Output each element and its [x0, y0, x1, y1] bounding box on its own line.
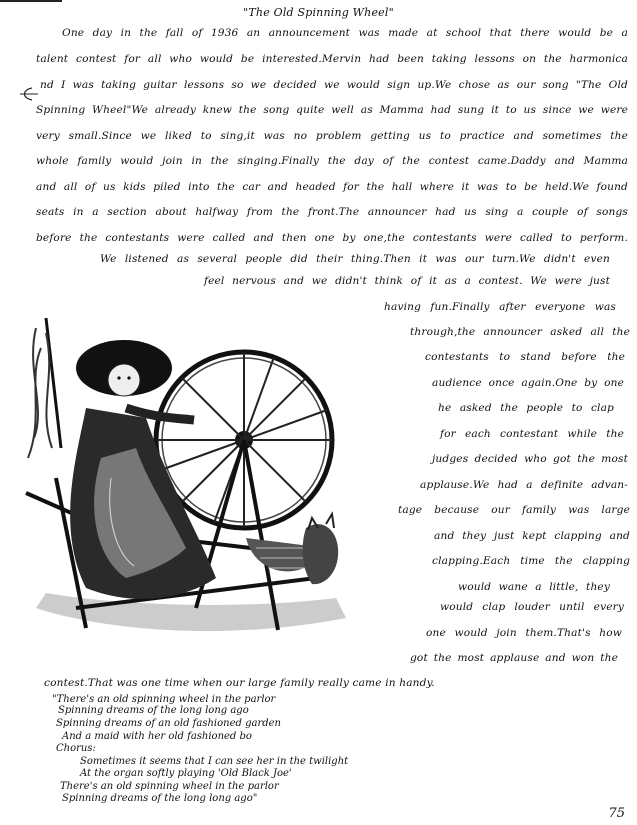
- paragraph-line: audience once again.One by one: [432, 377, 624, 389]
- song-line: "There's an old spinning wheel in the parlor: [52, 694, 276, 705]
- paragraph-line: We listened as several people did their thing.Then it was our turn.We didn't even: [100, 253, 610, 265]
- paragraph-line: one would join them.That's how: [426, 627, 622, 639]
- paragraph-line: judges decided who got the most: [432, 453, 628, 465]
- paragraph-line: through,the announcer asked all the: [410, 326, 630, 338]
- margin-mark-icon: [18, 86, 40, 102]
- paragraph-line: having fun.Finally after everyone was: [384, 301, 616, 313]
- paragraph-line: Spinning Wheel"We already knew the song quite well as Mamma had sung it to us since we were: [36, 104, 628, 116]
- paragraph-line: talent contest for all who would be interested.Mervin had been taking lessons on the harmonica: [36, 53, 628, 65]
- paragraph-line: nd I was taking guitar lessons so we decided we would sign up.We chose as our song "The Old: [40, 79, 628, 91]
- paragraph-line: would clap louder until every: [440, 601, 624, 613]
- paragraph-line: clapping.Each time the clapping: [432, 555, 630, 567]
- paragraph-line: before the contestants were called and then one by one,the contestants were called to perform.: [36, 232, 628, 244]
- paragraph-line: whole family would join in the singing.Finally the day of the contest came.Daddy and Mamma: [36, 155, 628, 167]
- song-chorus-label: Chorus:: [56, 743, 96, 754]
- paragraph-line: and all of us kids piled into the car and headed for the hall where it was to be held.We found: [36, 181, 628, 193]
- song-line: And a maid with her old fashioned bo: [62, 731, 252, 742]
- paragraph-line: applause.We had a definite advan-: [420, 479, 628, 491]
- song-line: Spinning dreams of the long long ago: [58, 705, 249, 716]
- paragraph-line: feel nervous and we didn't think of it as a contest. We were just: [204, 275, 610, 287]
- song-line: There's an old spinning wheel in the parlor: [60, 781, 279, 792]
- page-number: 75: [608, 806, 625, 821]
- paragraph-line: would wane a little, they: [458, 581, 610, 593]
- page-title: "The Old Spinning Wheel": [243, 6, 394, 19]
- paragraph-line: he asked the people to clap: [438, 402, 614, 414]
- paragraph-line: very small.Since we liked to sing,it was no problem getting us to practice and sometimes the: [36, 130, 628, 142]
- song-line: Spinning dreams of an old fashioned garden: [56, 718, 281, 729]
- song-line: At the organ softly playing 'Old Black Joe': [80, 768, 292, 779]
- paragraph-line: contestants to stand before the: [425, 351, 625, 363]
- song-line: Sometimes it seems that I can see her in the twilight: [80, 756, 349, 767]
- paragraph-line: for each contestant while the: [440, 428, 624, 440]
- song-line: Spinning dreams of the long long ago": [62, 793, 258, 804]
- paragraph-line: got the most applause and won the: [410, 652, 618, 664]
- spinning-wheel-illustration: [16, 308, 366, 648]
- top-rule: [0, 0, 62, 2]
- paragraph-line: One day in the fall of 1936 an announcement was made at school that there would be a: [62, 27, 628, 39]
- paragraph-line: tage because our family was large: [398, 504, 630, 516]
- paragraph-line: and they just kept clapping and: [434, 530, 630, 542]
- paragraph-line: contest.That was one time when our large family really came in handy.: [44, 677, 435, 689]
- paragraph-line: seats in a section about halfway from the front.The announcer had us sing a couple of songs: [36, 206, 628, 218]
